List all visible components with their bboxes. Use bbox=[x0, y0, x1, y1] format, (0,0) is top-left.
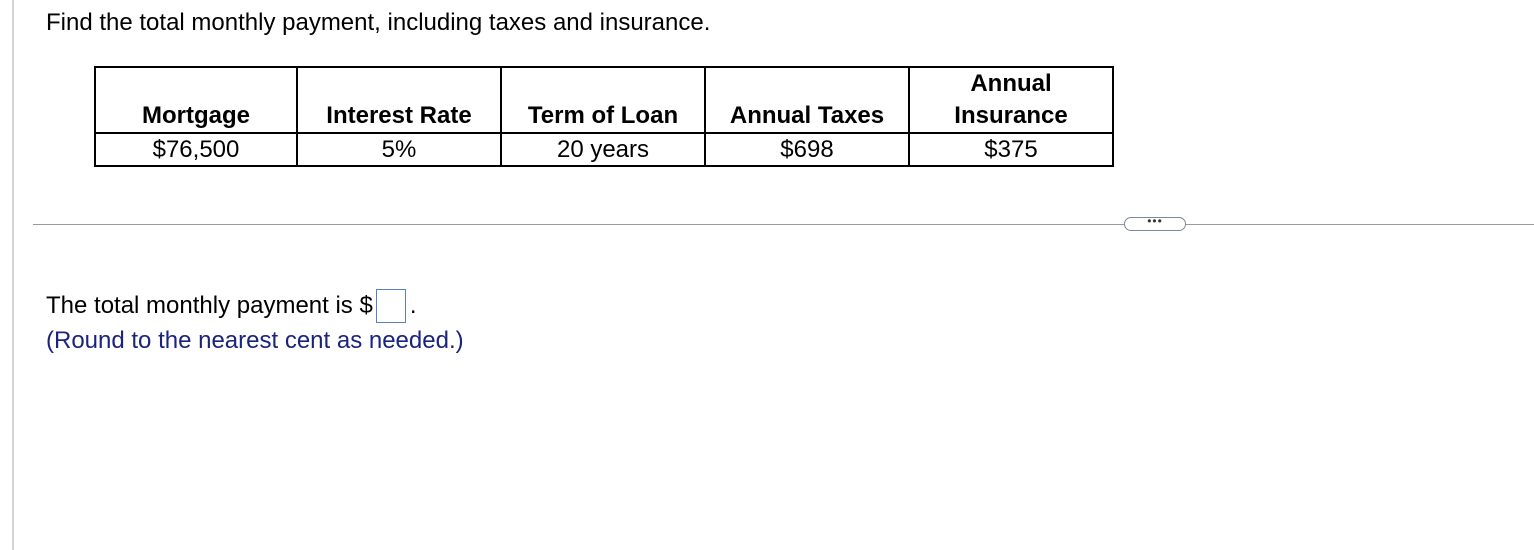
rounding-hint: (Round to the nearest cent as needed.) bbox=[46, 327, 464, 354]
table-row bbox=[95, 133, 1113, 166]
header-annual-insurance-line1: Annual bbox=[970, 70, 1052, 97]
header-annual-insurance-line2: Insurance bbox=[954, 102, 1068, 129]
answer-prefix: The total monthly payment is $ bbox=[46, 292, 373, 319]
header-annual-taxes: Annual Taxes bbox=[705, 67, 909, 133]
header-annual-insurance bbox=[909, 67, 1113, 133]
answer-input[interactable] bbox=[376, 289, 406, 323]
cell-annual-insurance: $375 bbox=[909, 133, 1113, 166]
header-interest-rate: Interest Rate bbox=[297, 67, 501, 133]
cell-term-of-loan: 20 years bbox=[501, 133, 705, 166]
cell-interest-rate: 5% bbox=[297, 133, 501, 166]
left-border bbox=[12, 0, 14, 550]
more-options-button[interactable]: ••• bbox=[1124, 217, 1186, 231]
answer-suffix: . bbox=[409, 292, 417, 319]
question-text: Find the total monthly payment, including taxes and insurance. bbox=[46, 9, 711, 36]
header-mortgage: Mortgage bbox=[95, 67, 297, 133]
section-divider bbox=[33, 224, 1534, 225]
loan-data-table bbox=[94, 66, 1114, 167]
cell-mortgage: $76,500 bbox=[95, 133, 297, 166]
table-header-row bbox=[95, 67, 1113, 133]
cell-annual-taxes: $698 bbox=[705, 133, 909, 166]
answer-line bbox=[46, 289, 417, 323]
header-term-of-loan: Term of Loan bbox=[501, 67, 705, 133]
